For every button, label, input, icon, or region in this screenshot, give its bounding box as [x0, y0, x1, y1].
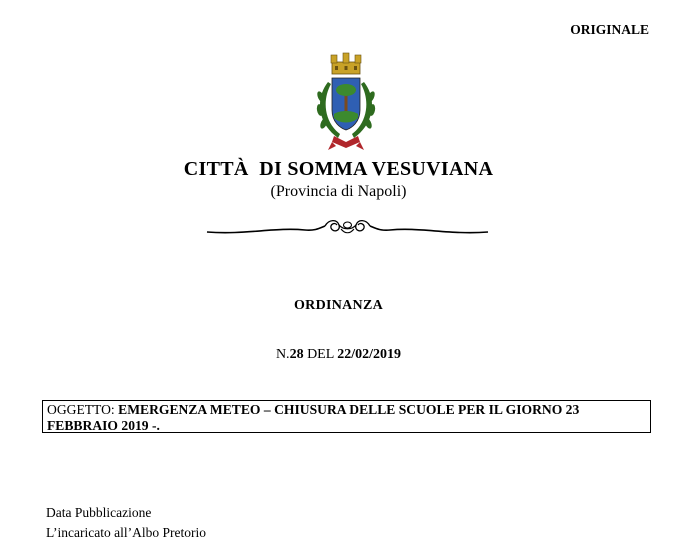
- crown-icon: [331, 53, 361, 74]
- albo-officer-label: L’incaricato all’Albo Pretorio: [46, 525, 206, 540]
- subject-text: EMERGENZA METEO – CHIUSURA DELLE SCUOLE PER IL GIORNO 23 FEBBRAIO 2019 -.: [47, 402, 580, 433]
- coat-of-arms-emblem: [312, 52, 380, 154]
- publication-date-label: Data Pubblicazione: [46, 505, 152, 520]
- subject-box: [42, 400, 651, 433]
- publication-footer: [46, 503, 206, 543]
- document-number-line: [0, 347, 677, 363]
- document-number: 28: [289, 347, 304, 362]
- decorative-divider: [205, 215, 490, 241]
- municipality-name: CITTÀ DI SOMMA VESUVIANA: [183, 158, 494, 180]
- shield-icon: [332, 78, 360, 130]
- date-prefix: DEL: [307, 347, 334, 362]
- document-status-label: ORIGINALE: [570, 22, 649, 37]
- document-date: 22/02/2019: [337, 347, 402, 362]
- document-type: ORDINANZA: [293, 298, 384, 313]
- subject-label: OGGETTO:: [47, 402, 115, 417]
- ribbon-icon: [328, 136, 364, 150]
- number-prefix: N.: [275, 347, 290, 362]
- province-name: (Provincia di Napoli): [270, 183, 407, 200]
